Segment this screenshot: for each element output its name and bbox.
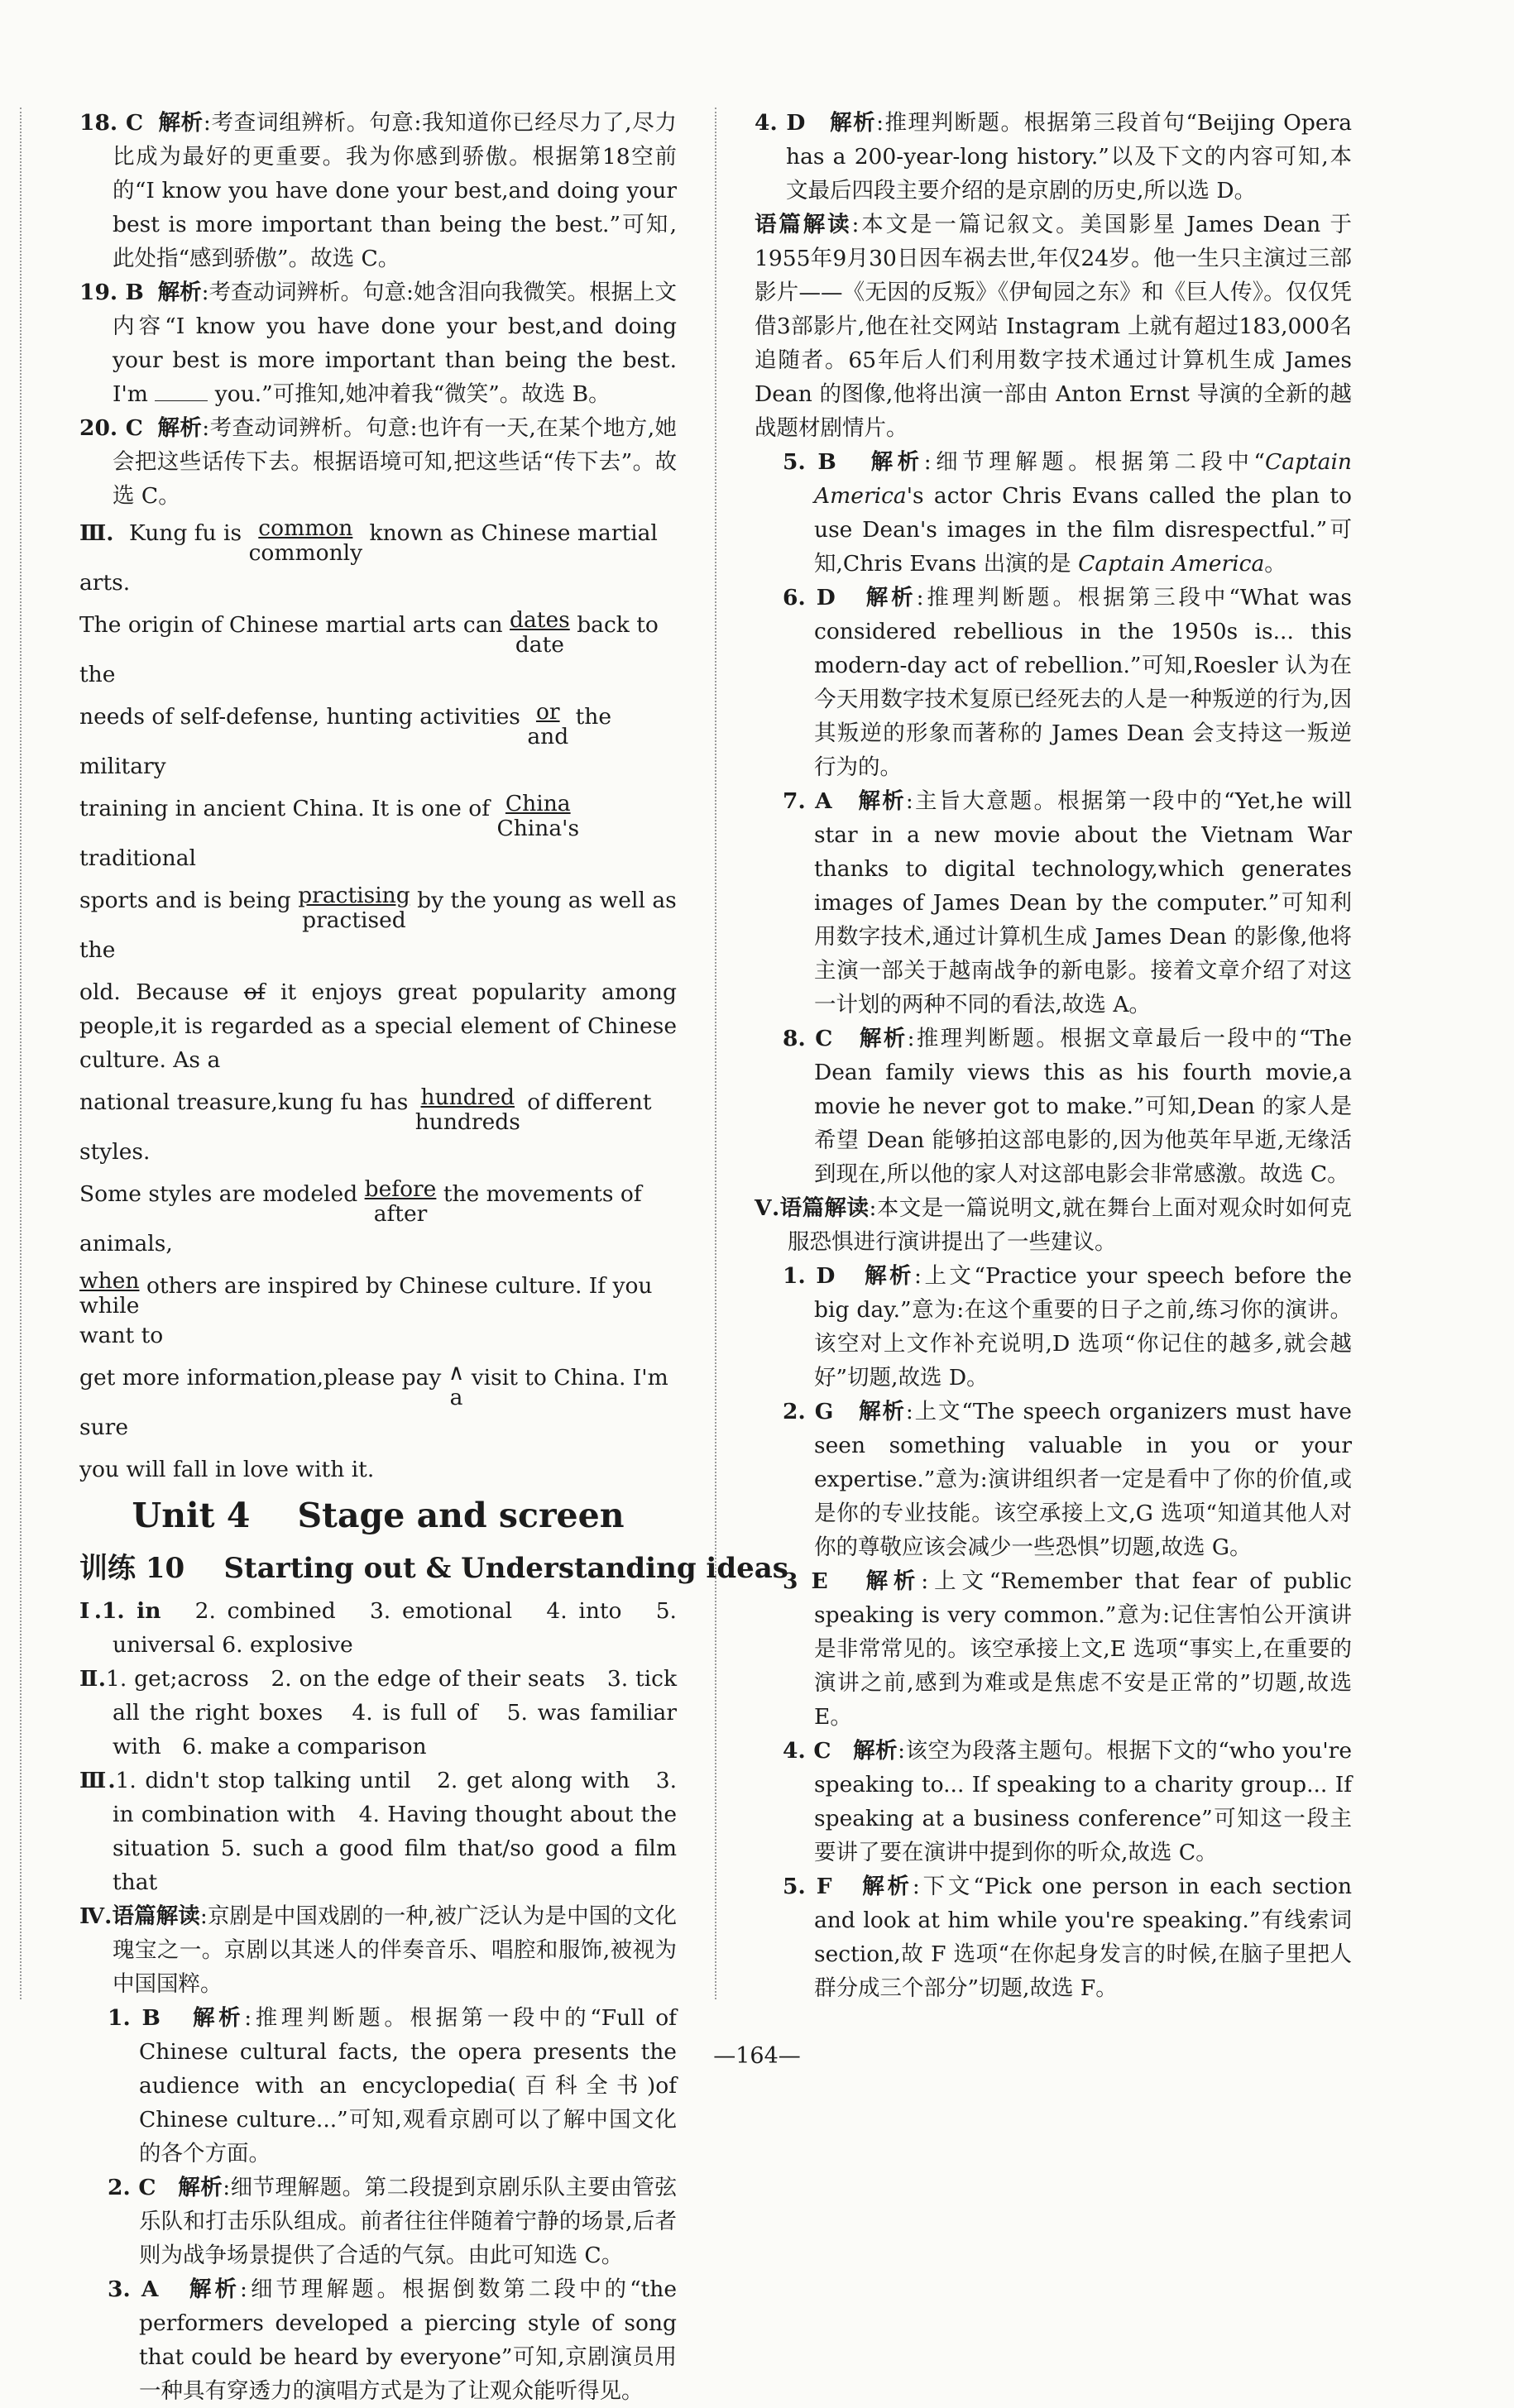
answer-text: :上文“Practice your speech before the big day.”意为:在这个重要的日子之前,练习你的演讲。该空对上文作补充说明,D 选项“你记住的越多,就会越好”切题,故选 D。 [814, 1263, 1353, 1391]
original-word: China [505, 791, 571, 816]
section-roman: Ⅱ. [79, 1666, 106, 1692]
analysis-label: 解析 [865, 585, 917, 610]
text: visit to China. I'm sure [79, 1365, 668, 1440]
answer-text: 's actor Chris Evans called the plan to use Dean's images in the film disrespectful.”可知,Chris Evans 出演的是 [814, 483, 1352, 577]
answer-item: 6. make a comparison [182, 1734, 427, 1759]
correction-line [79, 516, 677, 600]
analysis-label: 解析 [157, 280, 202, 305]
answer-item: 5. such a good film that/so good a film that [113, 1836, 677, 1895]
answer-item: 1. get;across [106, 1666, 249, 1692]
answer-text: :细节理解题。第二段提到京剧乐队主要由管弦乐队和打击乐队组成。前者往往伴随着宁静的场景,后者则为战争场景提供了合适的气氛。由此可知选 C。 [139, 2175, 677, 2268]
corrected-word: China's [496, 816, 580, 841]
original-word: common [258, 515, 353, 541]
answer-text: :考查词组辨析。句意:我知道你已经尽力了,尽力比成为最好的更重要。我为你感到骄傲。根据第18空前的“I know you have done your best,and doing your best is more important than being the best.”可知,此处指“感到骄傲”。故选 C。 [113, 110, 678, 271]
inserted-word: a [449, 1385, 463, 1410]
page-number: —164— [713, 2043, 801, 2069]
answer-8 [755, 1022, 1352, 1191]
answer-text: :上文“The speech organizers must have seen something valuable in you or your expertise.”意为:演讲组织者一定是看中了你的价值,或是你的专业技能。该空承接上文,G 选项“知道其他人对你的尊敬应该会减少一些恐惧”切题,故选 G。 [814, 1399, 1352, 1560]
correction [415, 1085, 520, 1135]
answer-num: 2. G [783, 1399, 834, 1424]
text: the movements of animals, [79, 1181, 642, 1257]
answer-text: :考查动词辨析。句意:她含泪向我微笑。根据上文内容“I know you have done your best,and doing your best is more important than being the best. I'm [113, 280, 678, 407]
analysis-label: 解析 [853, 1738, 898, 1764]
answer-text: :推理判断题。根据第三段中“What was considered rebellious in the 1950s is... this modern-day act of rebellion.”可知,Roesler 认为在今天用数字技术复原已经死去的人是一种叛逆的行为,因其叛逆的形象而著称的 James Dean 会支持这一叛逆行为的。 [814, 585, 1353, 780]
answer-item: 4. into [546, 1598, 622, 1624]
correction [365, 1177, 437, 1227]
text: get more information,please pay [79, 1365, 442, 1391]
answer-text: :该空为段落主题句。根据下文的“who you're speaking to... If speaking to a charity group... If speaking at a business conference”可知这一段主要讲了要在演讲中提到你的听众,故选 C。 [814, 1738, 1353, 1865]
analysis-label: 解析 [859, 1026, 908, 1051]
intro-text: :京剧是中国戏剧的一种,被广泛认为是中国的文化瑰宝之一。京剧以其迷人的伴奏音乐、唱腔和服饰,被视为中国国粹。 [113, 1903, 677, 1997]
corrected-word: while [79, 1293, 140, 1319]
answer-7 [755, 784, 1352, 1022]
answer-num: 5. B [783, 449, 836, 475]
answer-num: 1. B [108, 2005, 161, 2031]
answer-item: 3. in combination with [113, 1768, 677, 1827]
analysis-label: 解析 [178, 2175, 223, 2200]
reading-label: 语篇解读 [112, 1903, 200, 1929]
section-roman: Ⅰ. [79, 1598, 102, 1624]
text: Some styles are modeled [79, 1181, 358, 1207]
section-roman: Ⅳ. [79, 1903, 113, 1929]
section-roman: Ⅲ. [79, 520, 114, 546]
blank-line [155, 381, 208, 401]
original-word: practising [298, 883, 410, 908]
analysis-label: 解析 [859, 1399, 906, 1424]
section-5-intro [755, 1191, 1352, 1259]
answer-text: :细节理解题。根据倒数第二段中的“the performers developed a piercing style of song that could be heard by everyone”可知,京剧演员用一种具有穿透力的演唱方式是为了让观众能听得见。 [139, 2276, 678, 2404]
section-2-answers [79, 1662, 677, 1764]
correction [249, 516, 363, 566]
analysis-label: 解析 [865, 1568, 922, 1594]
answer-20 [79, 411, 677, 513]
correction [496, 792, 579, 841]
section-1-answers [79, 1594, 677, 1662]
section-roman: Ⅴ. [755, 1195, 780, 1221]
answer-5-3 [755, 1564, 1352, 1734]
answer-item: 5. universal [113, 1598, 677, 1658]
deleted-word: of [243, 979, 266, 1005]
text: traditional [79, 845, 196, 871]
original-word: hundred [420, 1084, 515, 1110]
correction-line [79, 1269, 677, 1352]
answer-item: 1. didn't stop talking until [115, 1768, 411, 1793]
correction [298, 883, 410, 933]
answer-5-4 [755, 1734, 1352, 1869]
analysis-label: 解析 [189, 2276, 240, 2302]
reading-intro-2 [755, 208, 1352, 445]
answer-item: 6. explosive [222, 1632, 353, 1658]
text: national treasure,kung fu has [79, 1089, 409, 1115]
corrected-word: after [373, 1201, 428, 1227]
answer-num: 20. C [79, 415, 143, 441]
corrected-word: practised [302, 907, 406, 933]
section-roman: Ⅲ. [79, 1768, 116, 1793]
text: The origin of Chinese martial arts can [79, 612, 503, 638]
answer-5-5 [755, 1869, 1352, 2005]
answer-5-2 [755, 1395, 1352, 1564]
answer-text: :考查动词辨析。句意:也许有一天,在某个地方,她会把这些话传下去。根据语境可知,把这些话“传下去”。故选 C。 [113, 415, 678, 509]
correction-line [79, 608, 677, 692]
text: others are inspired by Chinese culture. If you want to [79, 1273, 653, 1348]
answer-text: 。 [1264, 551, 1286, 577]
correction [79, 1269, 140, 1319]
original-word: before [364, 1176, 437, 1202]
answer-4-3 [79, 2272, 677, 2408]
corrected-word: hundreds [414, 1109, 520, 1135]
column-divider-dotted-line [715, 108, 716, 1999]
analysis-label: 解析 [870, 449, 924, 475]
original-word: or [535, 699, 560, 725]
answer-item: 3. tick all the right boxes [113, 1666, 677, 1726]
reading-label: 语篇解读 [755, 212, 852, 237]
answer-4-2 [79, 2171, 677, 2272]
answer-num: 3. A [108, 2276, 159, 2302]
answer-item: 1. in [101, 1598, 161, 1624]
corrected-word: and [527, 724, 569, 749]
error-correction-section [79, 516, 677, 1486]
left-margin-dotted-line [20, 108, 22, 1999]
answer-text: :主旨大意题。根据第一段中的“Yet,he will star in a new movie about the Vietnam War thanks to digital technology,which generates images of James Dean by the computer.”可知利用数字技术,通过计算机生成 James Dean 的影像,他将主演一部关于越南战争的新电影。接着文章介绍了对这一计划的两种不同的看法,故选 A。 [814, 788, 1353, 1017]
answer-item: 4. Having thought about the situation [113, 1802, 677, 1861]
intro-text: :本文是一篇记叙文。美国影星 James Dean 于1955年9月30日因车祸去世,年仅24岁。他一生只主演过三部影片——《无因的反叛》《伊甸园之东》和《巨人传》。仅仅凭借3部影片,他在社交网站 Instagram 上就有超过183,000名追随者。65年后人们利用数字技术通过计算机生成 James Dean 的图像,他将出演一部由 Anton Ernst 导演的全新的越战题材剧情片。 [755, 212, 1353, 441]
correction-line [79, 792, 677, 875]
insert-mark: ∧ [448, 1360, 465, 1386]
analysis-label: 解析 [193, 2005, 245, 2031]
movie-title: Captain America [814, 449, 1352, 509]
corrected-word: date [515, 632, 564, 658]
answer-19 [79, 275, 677, 411]
analysis-label: 解析 [158, 110, 204, 136]
answer-num: 5. F [783, 1874, 832, 1899]
answer-num: 8. C [783, 1026, 833, 1051]
answer-item: 2. on the edge of their seats [271, 1666, 586, 1692]
text: by the young as well as the [79, 888, 677, 963]
answer-item: 2. combined [194, 1598, 336, 1624]
analysis-label: 解析 [830, 110, 877, 136]
answer-18 [79, 106, 677, 275]
answer-4-1 [79, 2001, 677, 2171]
answer-text: you.”可推知,她冲着我“微笑”。故选 B。 [214, 381, 611, 407]
section-3-answers [79, 1764, 677, 1899]
text: training in ancient China. It is one of [79, 796, 491, 821]
drill-title: 训练 10 Starting out & Understanding ideas [79, 1552, 788, 1585]
answer-num: 19. B [79, 280, 144, 305]
original-word: when [79, 1268, 140, 1294]
text: back to the [79, 612, 659, 687]
reading-label: 语篇解读 [779, 1195, 870, 1221]
text: Kung fu is [129, 520, 242, 546]
correction-line [79, 1177, 677, 1261]
answer-item: 2. get along with [437, 1768, 630, 1793]
corrected-word: commonly [248, 540, 363, 566]
correction-line [79, 1361, 677, 1444]
analysis-label: 解析 [865, 1263, 915, 1289]
text: of different styles. [79, 1089, 652, 1165]
answer-num: 1. D [783, 1263, 836, 1289]
answer-num: 2. C [108, 2175, 156, 2200]
answer-item: 4. is full of [352, 1700, 478, 1726]
answer-num: 3 E [783, 1568, 828, 1594]
correction-line: you will fall in love with it. [79, 1457, 375, 1482]
answer-num: 18. C [79, 110, 144, 136]
answer-num: 6. D [783, 585, 836, 610]
answer-5-1 [755, 1259, 1352, 1395]
correction-line [79, 883, 677, 967]
analysis-label: 解析 [862, 1874, 913, 1899]
answer-item: 5. was familiar with [113, 1700, 677, 1759]
analysis-label: 解析 [157, 415, 203, 441]
answer-6 [755, 581, 1352, 784]
answer-num: 4. D [755, 110, 806, 136]
text: old. Because [79, 979, 229, 1005]
answer-text: :推理判断题。根据第三段首句“Beijing Opera has a 200-year-long history.”以及下文的内容可知,本文最后四段主要介绍的是京剧的历史,所以选 D。 [786, 110, 1353, 203]
correction-line [79, 700, 677, 783]
correction [527, 700, 568, 749]
text: it enjoys great popularity among people,it is regarded as a special element of Chinese culture. As a [79, 979, 677, 1073]
answer-item: 3. emotional [369, 1598, 513, 1624]
section-4-intro [79, 1899, 677, 2001]
answer-5 [755, 445, 1352, 581]
intro-text: :本文是一篇说明文,就在舞台上面对观众时如何克服恐惧进行演讲提出了一些建议。 [788, 1195, 1353, 1255]
answer-text: :推理判断题。根据文章最后一段中的“The Dean family views this as his fourth movie,a movie he never got to make.”可知,Dean 的家人是希望 Dean 能够拍这部电影的,因为他英年早逝,无缘活到现在,所以他的家人对这部电影会非常感激。故选 C。 [814, 1026, 1353, 1187]
correction [448, 1361, 464, 1410]
answer-text: :推理判断题。根据第一段中的“Full of Chinese cultural facts, the opera presents the audience with an encyclopedia(百科全书)of Chinese culture...”可知,观看京剧可以了解中国文化的各个方面。 [139, 2005, 677, 2166]
answer-text: :上文“Remember that fear of public speaking is very common.”意为:记住害怕公开演讲是非常常见的。该空承接上文,E 选项“事实上,在重要的演讲之前,感到为难或是焦虑不安是正常的”切题,故选 E。 [814, 1568, 1352, 1730]
movie-title: Captain America [1078, 551, 1265, 577]
answer-text: :细节理解题。根据第二段中“ [923, 449, 1265, 475]
answer-num: 4. C [783, 1738, 831, 1764]
original-word: dates [510, 607, 570, 633]
text: sports and is being [79, 888, 291, 913]
text: the military [79, 704, 612, 779]
text: needs of self-defense, hunting activities [79, 704, 520, 730]
unit-title: Unit 4 Stage and screen [132, 1496, 625, 1535]
correction [510, 608, 570, 658]
correction-line [79, 975, 677, 1077]
answer-num: 7. A [783, 788, 832, 814]
answer-text: :下文“Pick one person in each section and look at him while you're speaking.”有线索词 section,故 F 选项“在你起身发言的时候,在脑子里把人群分成三个部分”切题,故选 F。 [814, 1874, 1353, 2001]
analysis-label: 解析 [858, 788, 906, 814]
correction-line [79, 1085, 677, 1169]
text: known as Chinese martial arts. [79, 520, 658, 596]
right-column [755, 106, 1352, 2005]
answer-4-4 [755, 106, 1352, 208]
